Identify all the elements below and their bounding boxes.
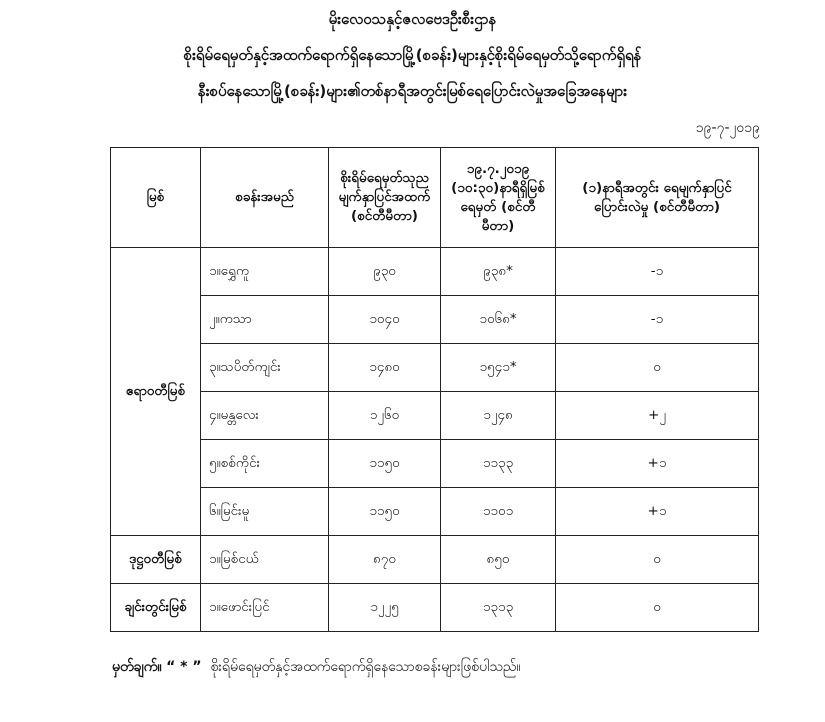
current-level: ၁၀၆၈*: [441, 296, 556, 344]
river-name: ချင်းတွင်းမြစ်: [111, 584, 201, 632]
hourly-change: +၁: [556, 440, 759, 488]
table-row: [111, 344, 759, 392]
danger-level: ၁၁၅၀: [329, 440, 441, 488]
station-name: ၁။ရွှေကူ: [201, 248, 329, 296]
hourly-change: ၀: [556, 344, 759, 392]
note-text: စိုးရိမ်ရေမှတ်နှင့်အထက်ရောက်ရှိနေသောစခန်းများဖြစ်ပါသည်။: [210, 659, 521, 675]
header-line-1: မိုးလေဝသနှင့်ဇလဗေဒဦးစီးဌာန: [328, 10, 497, 28]
header-current-level: ၁၉.၇.၂၀၁၉ (၁၀:၃၀)နာရီရှိမြစ်ရေမှတ် (စင်တီမီတာ): [441, 148, 556, 248]
table-row: [111, 488, 759, 536]
table-row: [111, 536, 759, 584]
table-row: [111, 248, 759, 296]
hourly-change: +၂: [556, 392, 759, 440]
current-level: ၈၅၀: [441, 536, 556, 584]
station-name: ၅။စစ်ကိုင်း: [201, 440, 329, 488]
station-name: ၁။ဖောင်းပြင်: [201, 584, 329, 632]
station-name: ၄။မန္တလေး: [201, 392, 329, 440]
header-hourly-change: (၁)နာရီအတွင်း ရေမျက်နှာပြင်ပြောင်းလဲမှု (စင်တီမီတာ): [556, 148, 759, 248]
header-line-2: စိုးရိမ်ရေမှတ်နှင့်အထက်ရောက်ရှိနေသောမြို့(စခန်း)များနှင့်စိုးရိမ်ရေမှတ်သို့ရောက်ရှိရန်: [183, 46, 642, 64]
danger-level: ၈၇၀: [329, 536, 441, 584]
note-marker: “ * ”: [166, 659, 202, 675]
danger-level: ၁၁၅၀: [329, 488, 441, 536]
station-name: ၂။ကသာ: [201, 296, 329, 344]
note-label: မှတ်ချက်။: [112, 659, 162, 675]
table-row: [111, 296, 759, 344]
table-row: [111, 584, 759, 632]
station-name: ၃။သပိတ်ကျင်း: [201, 344, 329, 392]
danger-level: ၁၀၄၀: [329, 296, 441, 344]
station-name: ၁။မြစ်ငယ်: [201, 536, 329, 584]
river-name: ဧရာဝတီမြစ်: [111, 248, 201, 536]
danger-level: ၉၃၀: [329, 248, 441, 296]
hourly-change: ၀: [556, 584, 759, 632]
table-row: [111, 392, 759, 440]
danger-level: ၁၂၆၀: [329, 392, 441, 440]
hourly-change: -၁: [556, 296, 759, 344]
header-danger-level: စိုးရိမ်ရေမှတ်သုညမျက်နှာပြင်အထက် (စင်တီမီတာ): [329, 148, 441, 248]
hourly-change: +၁: [556, 488, 759, 536]
table-body: [111, 248, 759, 632]
danger-level: ၁၂၂၅: [329, 584, 441, 632]
current-level: ၉၃၈*: [441, 248, 556, 296]
current-level: ၁၃၁၃: [441, 584, 556, 632]
header-station: စခန်းအမည်: [201, 148, 329, 248]
header-line-3: နီးစပ်နေသောမြို့(စခန်း)များ၏တစ်နာရီအတွင်းမြစ်ရေပြောင်းလဲမှုအခြေအနေများ: [197, 82, 628, 100]
hourly-change: ၀: [556, 536, 759, 584]
river-name: ဒုဋ္ဌဝတီမြစ်: [111, 536, 201, 584]
station-name: ၆။မြင်းမူ: [201, 488, 329, 536]
river-level-table: [110, 147, 759, 632]
report-date: ၁၉-၇-၂၀၁၉: [695, 120, 760, 136]
hourly-change: -၁: [556, 248, 759, 296]
current-level: ၁၂၄၈: [441, 392, 556, 440]
table-row: [111, 440, 759, 488]
current-level: ၁၁၀၁: [441, 488, 556, 536]
header-river: မြစ်: [111, 148, 201, 248]
footnote: [112, 657, 752, 678]
current-level: ၁၁၃၃: [441, 440, 556, 488]
current-level: ၁၅၄၁*: [441, 344, 556, 392]
danger-level: ၁၄၈၀: [329, 344, 441, 392]
